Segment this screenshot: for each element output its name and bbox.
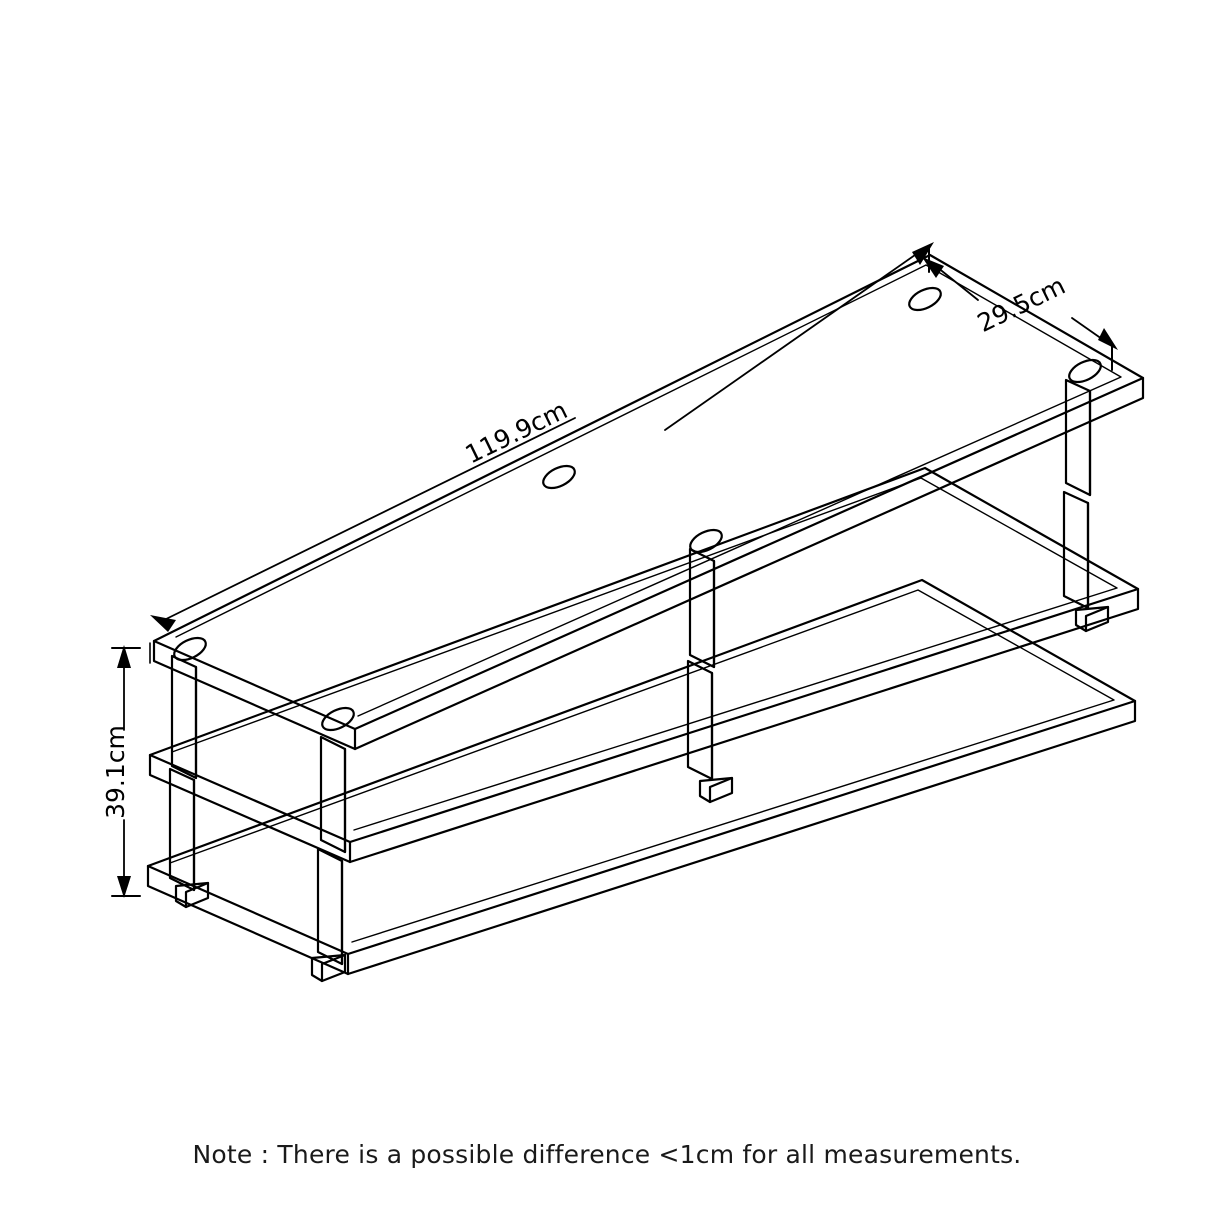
length-dimension-label: 119.9cm	[460, 395, 572, 470]
length-dimension	[150, 242, 934, 632]
top-shelf-holes	[171, 283, 1104, 734]
bottom-shelf	[148, 580, 1135, 974]
depth-dimension-label: 29.5cm	[972, 270, 1070, 338]
posts	[170, 380, 1090, 964]
height-dimension-label: 39.1cm	[101, 725, 130, 819]
middle-shelf	[150, 468, 1138, 862]
measurement-note: Note : There is a possible difference <1cm for all measurements.	[192, 1140, 1022, 1169]
